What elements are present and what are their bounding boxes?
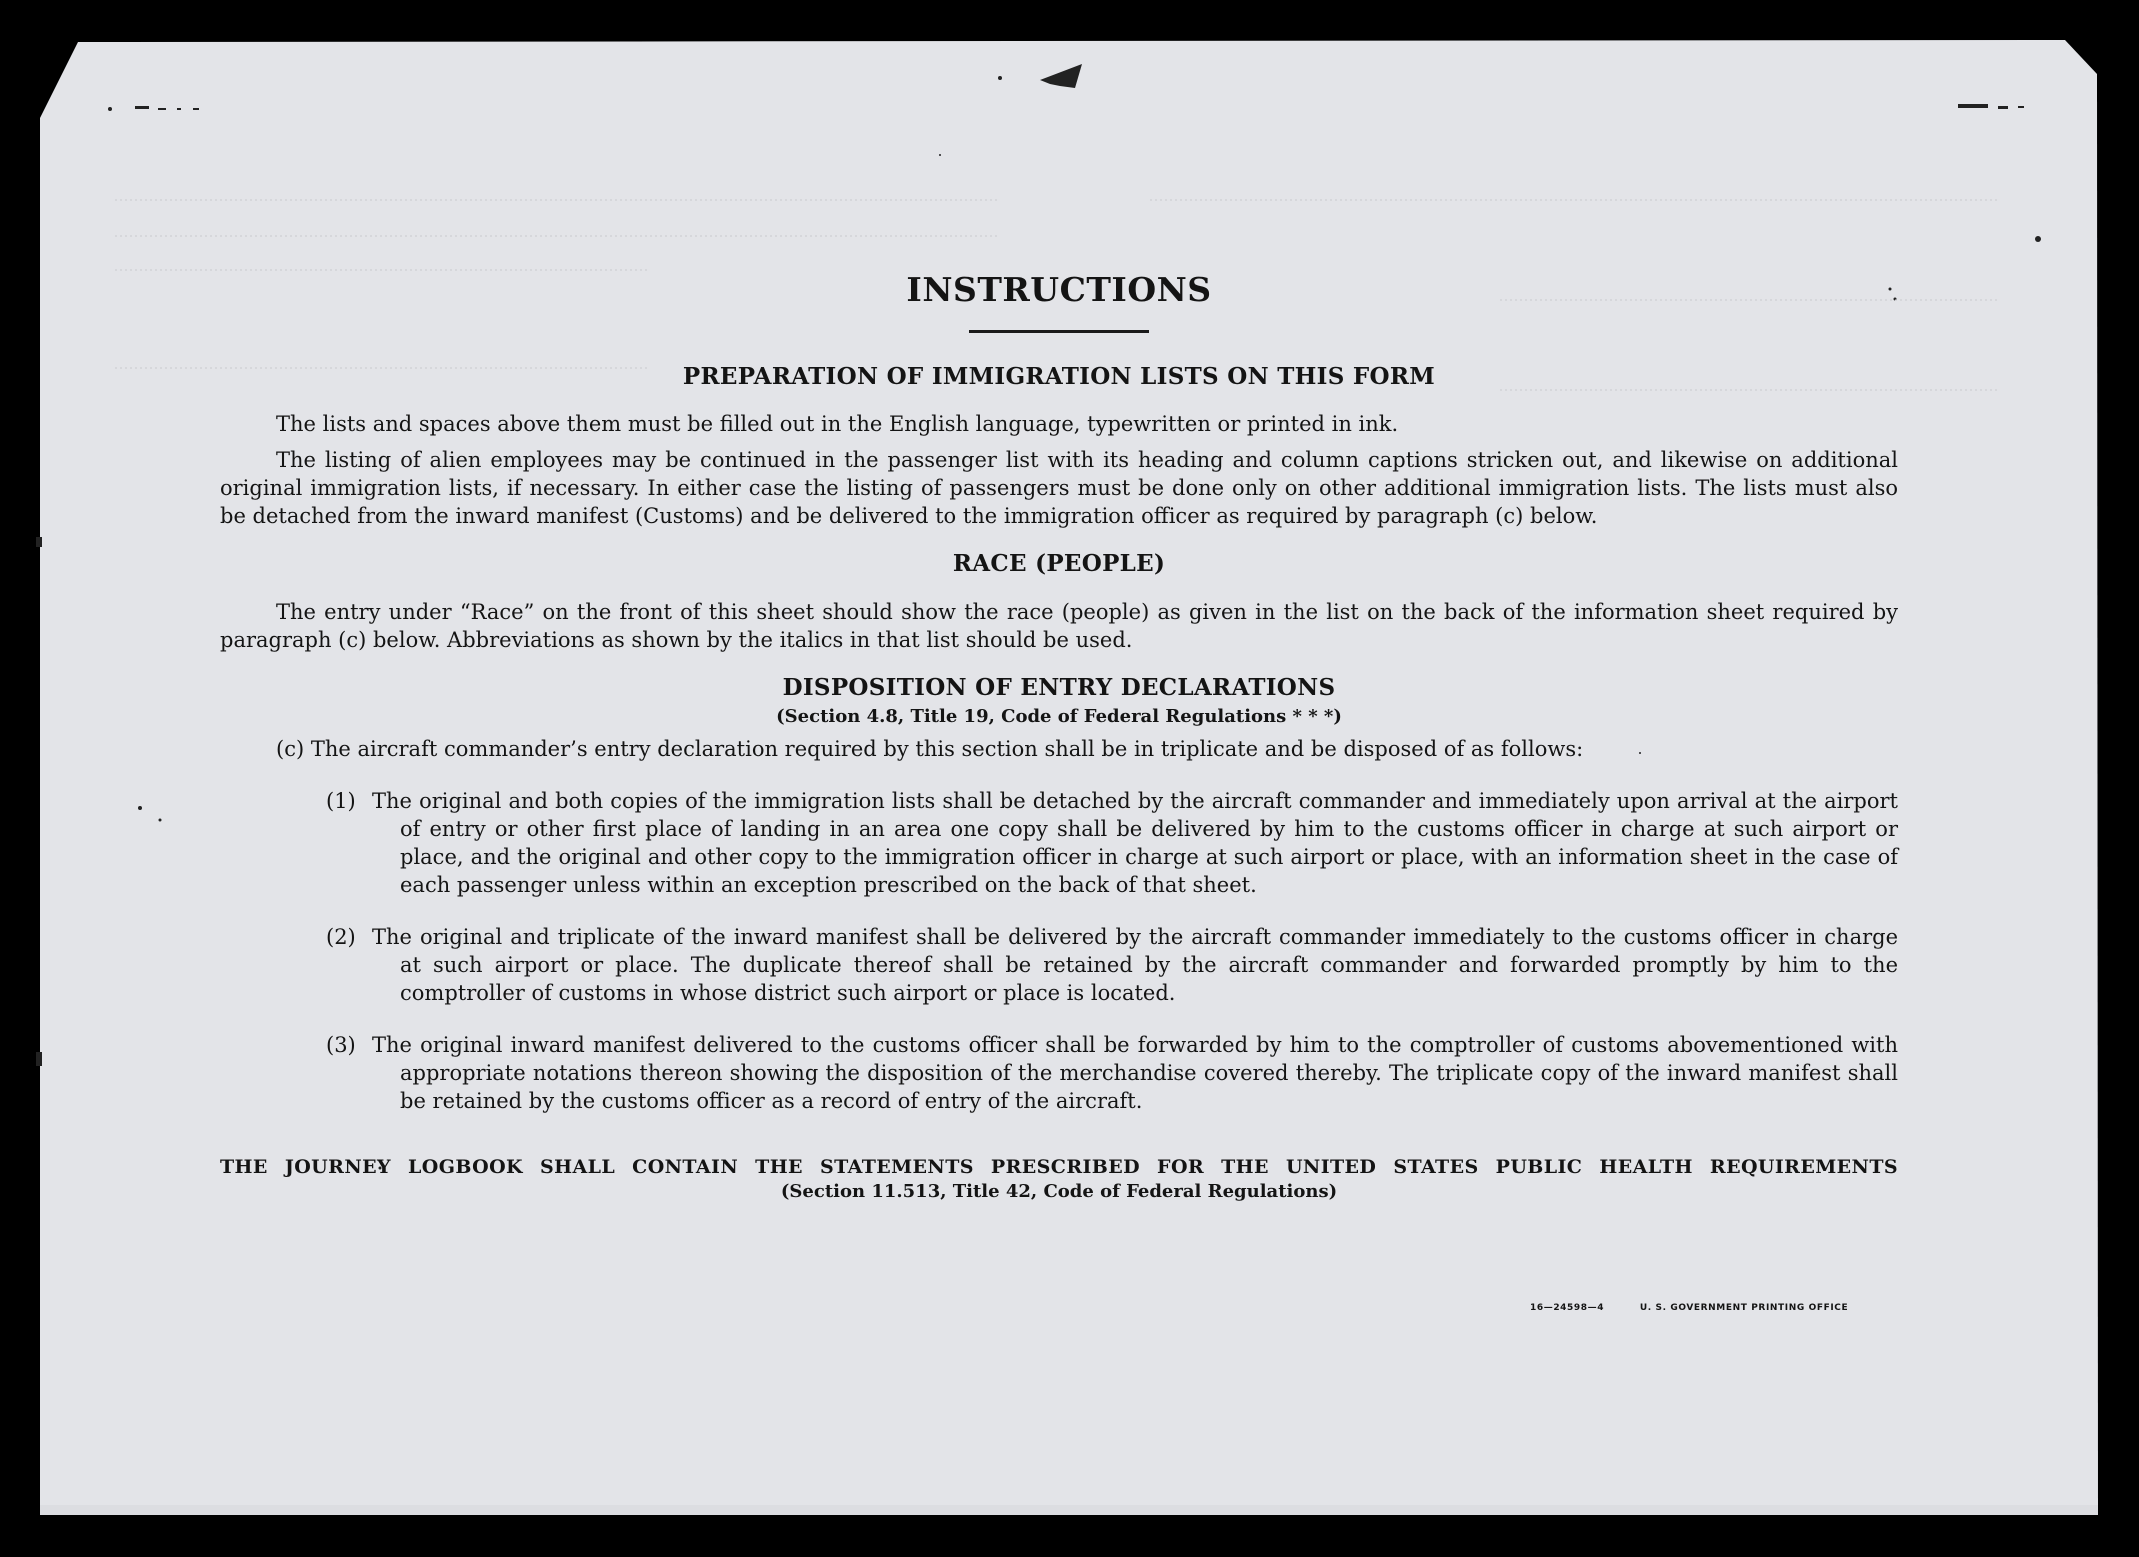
item-text: The original inward manifest delivered to the customs officer shall be forwarded by him to the comptroller of customs abovementioned with appropriate notations thereon showing the disposition of the merchandise covered thereby. The triplicate copy of the inward manifest shall be retained by the customs officer as a record of entry of the aircraft.	[372, 1032, 1898, 1113]
item-number: (1)	[326, 788, 356, 813]
list-item	[220, 787, 1898, 899]
title-underline	[969, 330, 1149, 333]
printer-imprint	[1530, 1303, 1848, 1313]
disposition-intro	[220, 735, 1898, 763]
public-health-heading: THE JOURNEY LOGBOOK SHALL CONTAIN THE STATEMENTS PRESCRIBED FOR THE UNITED STATES PUBLIC HEALTH REQUIREMENTS	[220, 1155, 1898, 1178]
disposition-heading: DISPOSITION OF ENTRY DECLARATIONS	[782, 673, 1336, 701]
preparation-paragraph-1: The lists and spaces above them must be filled out in the English language, typewritten or printed in ink.	[276, 412, 1399, 437]
list-item	[220, 1031, 1898, 1115]
item-number: (3)	[326, 1032, 356, 1057]
paragraph-text: The aircraft commander’s entry declaration required by this section shall be in triplicate and be disposed of as follows:	[310, 736, 1584, 761]
list-item	[220, 923, 1898, 1007]
public-health-citation: (Section 11.513, Title 42, Code of Federal Regulations)	[780, 1181, 1338, 1203]
preparation-paragraph-2: The listing of alien employees may be continued in the passenger list with its heading and column captions stricken out, and likewise on additional original immigration lists, if necessary. In either case the listing of passengers must be done only on other additional immigration lists. The lists must also be detached from the inward manifest (Customs) and be delivered to the immigration officer as required by paragraph (c) below.	[220, 448, 1898, 529]
printer-name: U. S. GOVERNMENT PRINTING OFFICE	[1639, 1303, 1849, 1313]
page-title: INSTRUCTIONS	[906, 270, 1212, 309]
item-number: (2)	[326, 924, 356, 949]
form-number: 16—24598—4	[1530, 1303, 1605, 1313]
race-heading: RACE (PEOPLE)	[952, 550, 1166, 578]
item-text: The original and triplicate of the inward manifest shall be delivered by the aircraft commander immediately to the customs officer in charge at such airport or place. The duplicate thereof shall be retained by the aircraft commander and forwarded promptly by him to the comptroller of customs in whose district such airport or place is located.	[372, 924, 1898, 1005]
preparation-heading: PREPARATION OF IMMIGRATION LISTS ON THIS FORM	[682, 362, 1436, 390]
disposition-citation: (Section 4.8, Title 19, Code of Federal Regulations * * *)	[776, 706, 1342, 728]
instructions-content	[220, 270, 1898, 1202]
race-paragraph: The entry under “Race” on the front of this sheet should show the race (people) as given in the list on the back of the information sheet required by paragraph (c) below. Abbreviations as shown by the italics in that list should be used.	[220, 599, 1898, 652]
item-text: The original and both copies of the immigration lists shall be detached by the aircraft commander and immediately upon arrival at the airport of entry or other first place of landing in an area one copy shall be delivered by him to the customs officer in charge at such airport or place, and the original and other copy to the immigration officer in charge at such airport or place, with an information sheet in the case of each passenger unless within an exception prescribed on the back of that sheet.	[372, 788, 1898, 897]
paragraph-label: (c)	[276, 736, 305, 761]
